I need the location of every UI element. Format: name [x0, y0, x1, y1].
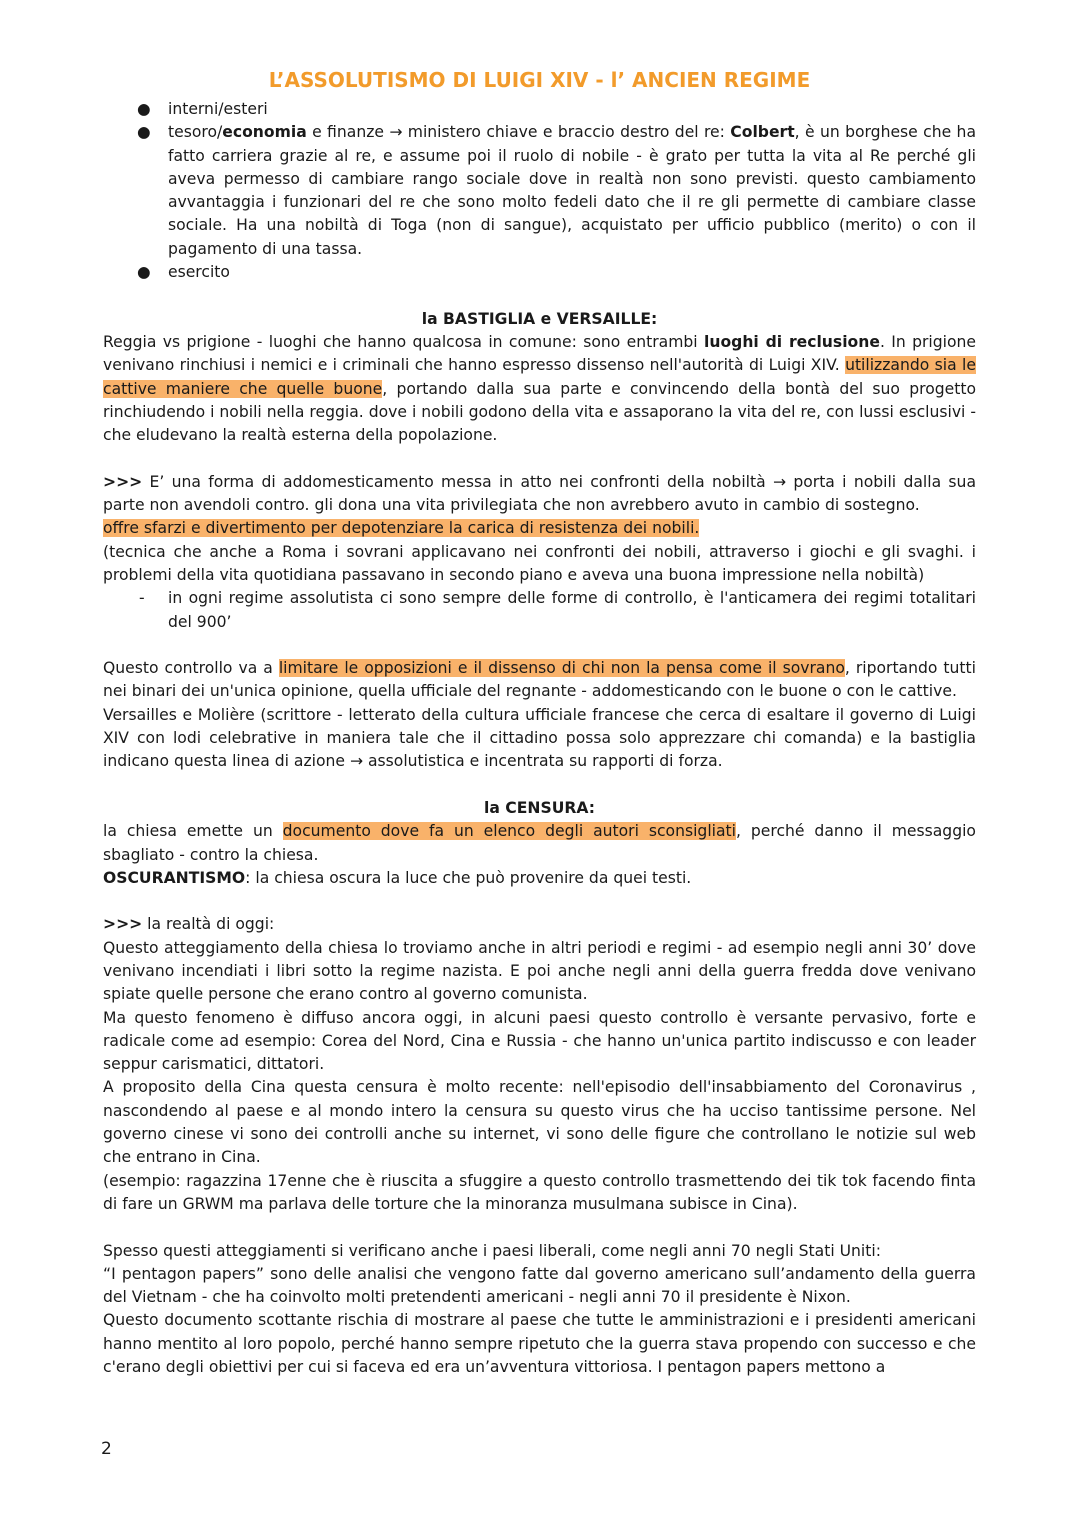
paragraph: >>> la realtà di oggi: — [103, 915, 275, 934]
highlight: utilizzando sia le cattive maniere che quelle buone — [103, 356, 976, 398]
section-heading-bastiglia: la BASTIGLIA e VERSAILLE: — [421, 309, 658, 328]
paragraph: A proposito della Cina questa censura è molto recente: nell'episodio dell'insabbiamento del Coronavirus , nascondendo al paese e al mondo intero la censura su questo virus che ha ucciso tantissime persone. Nel governo cinese vi sono dei controlli anche su internet, vi sono delle figure che controllano le notizie sul web che entrano in Cina. — [103, 1078, 976, 1167]
bullet-dot-icon: ● — [137, 263, 151, 282]
bullet-item: ● tesoro/economia e finanze → ministero chiave e braccio destro del re: Colbert, è un borghese che ha fatto carriera grazie al re, e assume poi il ruolo di nobile - è grato per tutta la vita al Re perché gli aveva permesso di cambiare rango sociale dove in realtà non sono previsti. questo cambiamento avvantaggia i funzionari del re che sono molto fedeli dato che il re gli permette di cambiare classe sociale. Ha una nobiltà di Toga (non di sangue), acquistato per ufficio pubblico (merito) o con il pagamento di una tassa. — [137, 123, 976, 258]
paragraph: (tecnica che anche a Roma i sovrani applicavano nei confronti dei nobili, attraverso i giochi e gli svaghi. i problemi della vita quotidiana passavano in secondo piano e aveva una buona impressione nella nobiltà) — [103, 542, 976, 584]
page-number: 2 — [101, 1439, 112, 1459]
paragraph: la chiesa emette un documento dove fa un elenco degli autori sconsigliati, perché danno il messaggio sbagliato - contro la chiesa. — [103, 822, 976, 864]
highlight: limitare le opposizioni e il dissenso di chi non la pensa come il sovrano — [278, 659, 845, 678]
dash-marker: - — [139, 589, 145, 608]
bullet-dot-icon: ● — [137, 123, 151, 142]
bullet-item: ● interni/esteri — [103, 98, 976, 121]
paragraph: Reggia vs prigione - luoghi che hanno qualcosa in comune: sono entrambi luoghi di reclusione. In prigione venivano rinchiusi i nemici e i criminali che hanno espresso dissenso nell'autorità di Luigi XIV. utilizzando sia le cattive maniere che quelle buone, portando dalla sua parte e convincendo della bontà del suo progetto rinchiudendo i nobili nella reggia. dove i nobili godono della vita e assaporano la vita del re, con lussi esclusivi - che eludevano la realtà esterna della popolazione. — [103, 332, 976, 445]
highlight: offre sfarzi e divertimento per depotenziare la carica di resistenza dei nobili. — [103, 519, 700, 538]
paragraph: Questo atteggiamento della chiesa lo troviamo anche in altri periodi e regimi - ad esempio negli anni 30’ dove venivano incendiati i libri sotto la regime nazista. E poi anche negli anni della guerra fredda dove venivano spiate quelle persone che erano contro al governo comunista. — [103, 938, 976, 1004]
highlight: documento dove fa un elenco degli autori sconsigliati — [282, 822, 736, 841]
page-content — [103, 66, 976, 1379]
bullet-dot-icon: ● — [137, 100, 151, 118]
paragraph: OSCURANTISMO: la chiesa oscura la luce che può provenire da quei testi. — [103, 868, 692, 887]
paragraph: Ma questo fenomeno è diffuso ancora oggi, in alcuni paesi questo controllo è versante pervasivo, forte e radicale come ad esempio: Corea del Nord, Cina e Russia - che hanno un'unica partito indiscusso e con leader seppur carismatici, dittatori. — [103, 1008, 976, 1074]
paragraph: (esempio: ragazzina 17enne che è riuscita a sfuggire a questo controllo trasmettendo dei tik tok facendo finta di fare un GRWM ma parlava delle torture che la minoranza musulmana subisce in Cina). — [103, 1171, 976, 1213]
paragraph: Versailles e Molière (scrittore - letterato della cultura ufficiale francese che cerca di esaltare il governo di Luigi XIV con lodi celebrative in maniera tale che il cittadino possa solo apprezzare chi comanda) e la bastiglia indicano questa linea di azione → assolutistica e incentrata su rapporti di forza. — [103, 705, 976, 771]
dash-item: - in ogni regime assolutista ci sono sempre delle forme di controllo, è l'anticamera dei regimi totalitari del 900’ — [139, 589, 976, 631]
paragraph: >>> E’ una forma di addomesticamento messa in atto nei confronti della nobiltà → porta i nobili dalla sua parte non avendoli contro. gli dona una vita privilegiata che non avrebbero avuto in cambio di sostegno. offre sfarzi e divertimento per depotenziare la carica di resistenza dei nobili. — [103, 472, 976, 538]
paragraph: Questo controllo va a limitare le opposizioni e il dissenso di chi non la pensa come il sovrano, riportando tutti nei binari dei un'unica opinione, quella ufficiale del regnante - addomesticando con le buone o con le cattive. — [103, 659, 976, 701]
paragraph: “I pentagon papers” sono delle analisi che vengono fatte dal governo americano sull’andamento della guerra del Vietnam - che ha coinvolto molti pretendenti americani - negli anni 70 il presidente è Nixon. — [103, 1264, 976, 1307]
paragraph: Questo documento scottante rischia di mostrare al paese che tutte le amministrazioni e i presidenti americani hanno mentito al loro popolo, perché hanno sempre ripetuto che la guerra stava propendo con successo e che c'erano degli obiettivi per cui si faceva ed era un’avventura vittoriosa. I pentagon papers mettono a — [103, 1311, 976, 1377]
paragraph: Spesso questi atteggiamenti si verificano anche i paesi liberali, come negli anni 70 negli Stati Uniti: — [103, 1241, 881, 1260]
section-heading-censura: la CENSURA: — [484, 798, 595, 817]
bullet-item: ● esercito — [103, 261, 976, 284]
page-title: L’ASSOLUTISMO DI LUIGI XIV - l’ ANCIEN REGIME — [268, 68, 811, 92]
